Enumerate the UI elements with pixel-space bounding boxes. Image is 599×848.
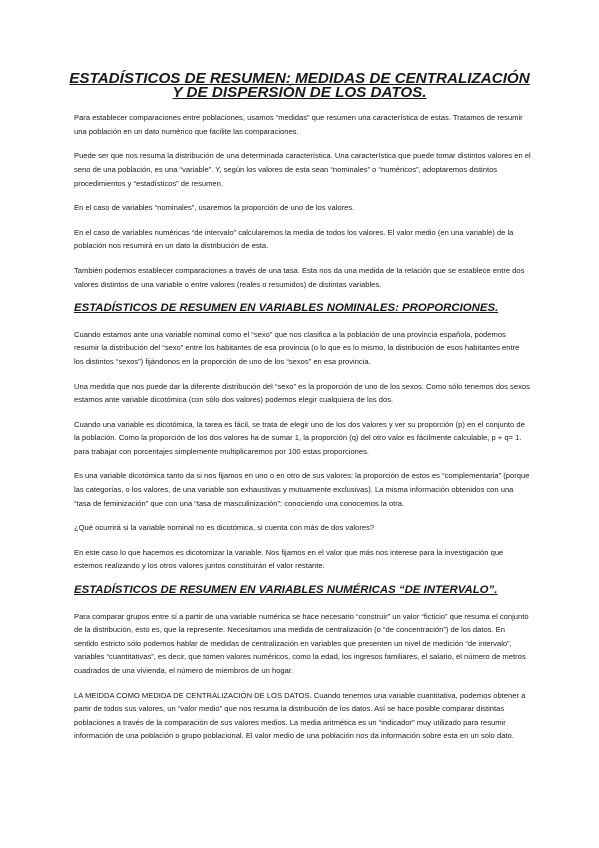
paragraph: En el caso de variables “nominales”, usaremos la proporción de uno de los valores.: [74, 203, 355, 213]
paragraph: Cuando estamos ante una variable nominal como el “sexo” que nos clasifica a la población de una provincia española, podemos resumir la distribución del “sexo” entre los habitantes de esa provincia (o lo que es lo mismo, la distribución de esos habitantes entre los distintos “sexos”) fijándonos en la proporción de uno de los “sexos” en esa provincia.: [74, 329, 520, 366]
paragraph: Para comparar grupos entre sí a partir de una variable numérica se hace necesario “construir” un valor “ficticio” que resuma el conjunto de la distribución, esto es, que la represente. Necesitamos una medida de centralización (o “de concentración”) de los datos. En sentido estricto sólo podemos hablar de medidas de centralización en variables que presenten un nivel de medición “de intervalo”, variables “cuantitativas”, es decir, que tomen valores numéricos, como la edad, los ingresos familiares, el salario, el número de metros cuadrados de una vivienda, el número de miembros de un hogar.: [74, 611, 529, 675]
paragraph: ¿Qué ocurrirá si la variable nominal no es dicotómica, si cuenta con más de dos valores?: [74, 523, 375, 533]
paragraph: En el caso de variables numéricas “de intervalo” calcularemos la media de todos los valores. El valor medio (en una variable) de la población nos resumirá en un dato la distribución de esta.: [74, 227, 514, 251]
section-heading-numeric: ESTADÍSTICOS DE RESUMEN EN VARIABLES NUMÉRICAS “DE INTERVALO”.: [74, 584, 498, 597]
paragraph: En este caso lo que hacemos es dicotomizar la variable. Nos fijamos en el valor que más nos interese para la investigación que estemos realizando y los otros valores juntos constituirán el valor restante.: [74, 547, 504, 571]
section-heading-nominal: ESTADÍSTICOS DE RESUMEN EN VARIABLES NOMINALES: PROPORCIONES.: [74, 302, 499, 315]
paragraph: Puede ser que nos resuma la distribución de una determinada característica. Una característica que puede tomar distintos valores en el seno de una población, es una “variable”. Y, según los valores de esta sean “nominales” o “numéricos”, adoptaremos distintos procedimientos y “estadísticos” de resumen.: [74, 151, 531, 188]
paragraph: Para establecer comparaciones entre poblaciones, usamos “medidas” que resumen una característica de estas. Tratamos de resumir una población en un dato numérico que facilite las comparaciones.: [74, 113, 523, 136]
paragraph: Cuando una variable es dicotómica, la tarea es fácil, se trata de elegir uno de los dos valores y ver su proporción (p) en el conjunto de la población. Como la proporción de los dos valores ha de sumar 1, la proporción (q) del otro valor es fácilmente calculable, p + q= 1. para trabajar con porcentajes simplemente multiplicaremos por 100 estas proporciones.: [74, 419, 525, 456]
paragraph: Una medida que nos puede dar la diferente distribución del “sexo” es la proporción de uno de los sexos. Como sólo tenemos dos sexos estamos ante variable dicotómica (con sólo dos valores) podemos elegir cualquiera de los dos.: [74, 381, 530, 405]
document-title: ESTADÍSTICOS DE RESUMEN: MEDIDAS DE CENTRALIZACIÓN Y DE DISPERSIÓN DE LOS DATOS.: [69, 70, 530, 101]
paragraph: LA MEIDDA COMO MEDIDA DE CENTRALIZACIÓN DE LOS DATOS. Cuando tenemos una variable cuantitativa, podemos obtener a partir de todos sus valores, un “valor medio” que nos resuma la distribución de los datos. Así se hace posible comparar distintas poblaciones a través de la comparación de sus valores medios. La media aritmética es un “indicador” muy utilizado para resumir información de una población o grupo poblacional. El valor medio de una población nos da información sobre esta en un solo dato.: [74, 690, 526, 741]
paragraph: Es una variable dicotómica tanto da si nos fijamos en uno o en otro de sus valores: la proporción de estos es “complementaria” (porque las categorías, o los valores, de una variable son exhaustivas y mutuamente exclusivas). La misma información obtenidos con una “tasa de feminización” que con una “tasa de masculinización”: conociendo una conocemos la otra.: [74, 471, 530, 508]
paragraph: También podemos establecer comparaciones a través de una tasa. Esta nos da una medida de la relación que se establece entre dos valores distintos de una variable o entre valores (reales o resumidos) de distintas variables.: [74, 265, 525, 289]
